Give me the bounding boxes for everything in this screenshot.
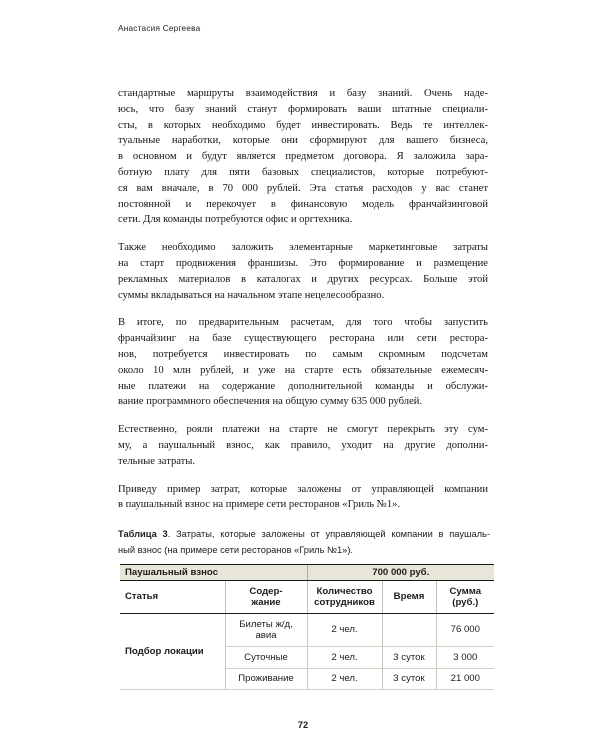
cell-amount: 3 000 — [436, 647, 494, 669]
text-line: туальные наработки, которые они сформируют для вашего бизнеса, — [118, 135, 488, 147]
text-line: на старт продвижения франшизы. Это формирование и размещение — [118, 257, 488, 269]
text-line: стандартные маршруты взаимодействия и базу знаний. Очень наде- — [118, 88, 488, 99]
table-row — [120, 614, 494, 647]
caption-line-1-rest: . Затраты, которые заложены от управляющей компании в паушаль- — [167, 529, 490, 539]
column-header-time: Время — [382, 581, 436, 614]
text-line: в основном и будут является предметом договора. Я заложила зара- — [118, 151, 488, 163]
paragraph — [118, 86, 488, 228]
column-header-amount: Сумма (руб.) — [436, 581, 494, 614]
text-line: сты, в которых необходимо будет инвестировать. Ведь те интеллек- — [118, 119, 488, 131]
cell-content: Суточные — [225, 647, 307, 669]
cell-headcount: 2 чел. — [307, 669, 382, 690]
running-head: Анастасия Сергеева — [118, 24, 201, 33]
text-line: Также необходимо заложить элементарные маркетинговые затраты — [118, 242, 488, 254]
text-line: юсь, что базу знаний станут формировать ваши штатные специали- — [118, 103, 488, 115]
text-line: рекламных материалов в каталогах и других ресурсах. Больше этой — [118, 273, 488, 285]
lump-sum-fee-label: Паушальный взнос — [120, 565, 307, 581]
cell-time — [382, 614, 436, 647]
text-line: ся вам вначале, в 70 000 рублей. Эта статья расходов у вас станет — [118, 182, 488, 194]
cell-content: Проживание — [225, 669, 307, 690]
text-line: Приведу пример затрат, которые заложены от управляющей компании — [118, 483, 488, 495]
paragraph — [118, 422, 488, 469]
caption-label: Таблица 3 — [118, 529, 168, 539]
cell-amount: 21 000 — [436, 669, 494, 690]
body-text — [118, 86, 488, 513]
table-title-row — [120, 565, 494, 581]
cell-content: Билеты ж/д, авиа — [225, 614, 307, 647]
text-line: тельные затраты. — [118, 455, 196, 467]
column-header-item: Статья — [120, 581, 225, 614]
cell-amount: 76 000 — [436, 614, 494, 647]
text-line: В итоге, по предварительным расчетам, для того чтобы запустить — [118, 317, 488, 329]
caption-line-1 — [118, 527, 490, 543]
cell-headcount: 2 чел. — [307, 614, 382, 647]
page-number: 72 — [297, 719, 309, 730]
column-header-content: Содер- жание — [225, 581, 307, 614]
paragraph — [118, 240, 488, 303]
costs-table — [120, 564, 494, 690]
text-line: постоянной и перекочует в финансовую модель франчайзинговой — [118, 198, 488, 210]
text-line: ные платежи на содержание дополнительной команды и обслужи- — [118, 380, 488, 392]
table-caption — [118, 527, 490, 558]
paragraph — [118, 315, 488, 410]
cell-headcount: 2 чел. — [307, 647, 382, 669]
cell-time: 3 суток — [382, 647, 436, 669]
row-group-label: Подбор локации — [120, 614, 225, 690]
paragraph — [118, 482, 488, 514]
column-header-headcount: Количество сотрудников — [307, 581, 382, 614]
cell-time: 3 суток — [382, 669, 436, 690]
table-3 — [120, 564, 494, 690]
text-line: ботную плату для пяти базовых специалистов, которые потребуют- — [118, 166, 488, 178]
table-header-row — [120, 581, 494, 614]
text-line: в паушальный взнос на примере сети ресторанов «Гриль №1». — [118, 499, 401, 511]
text-line: вание программного обеспечения на общую сумму 635 000 рублей. — [118, 396, 423, 408]
text-line: нов, потребуется инвестировать по самым скромным подсчетам — [118, 348, 488, 360]
caption-line-2: ный взнос (на примере сети ресторанов «Гриль №1»). — [118, 544, 354, 555]
lump-sum-fee-amount: 700 000 руб. — [307, 565, 494, 581]
text-line: сети. Для команды потребуются офис и оргтехника. — [118, 214, 353, 226]
text-line: суммы вкладываться на начальном этапе нецелесообразно. — [118, 289, 385, 301]
text-line: около 10 млн рублей, и уже на старте есть обязательные ежемесяч- — [118, 364, 488, 376]
text-line: Естественно, рояли платежи на старте не смогут перекрыть эту сум- — [118, 424, 488, 436]
text-line: му, а паушальный взнос, как правило, уходит на другие дополни- — [118, 439, 488, 451]
text-line: франчайзинг на базе существующего ресторана или сети рестора- — [118, 333, 488, 345]
